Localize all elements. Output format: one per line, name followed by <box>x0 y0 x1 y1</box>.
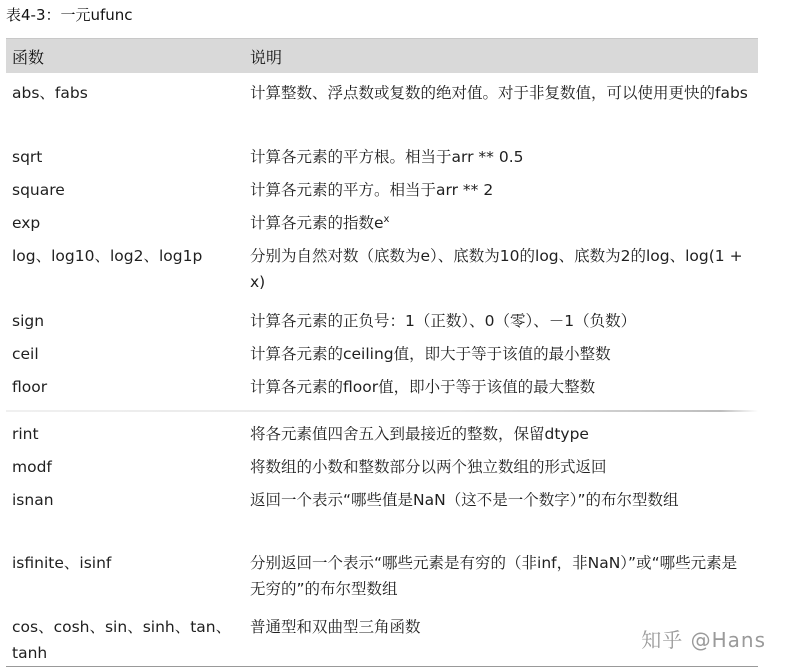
function-name: square <box>12 181 65 199</box>
table-row <box>6 374 758 400</box>
function-name: log、log10、log2、log1p <box>12 247 203 265</box>
table-row <box>6 308 758 334</box>
function-description: 普通型和双曲型三角函数 <box>250 618 421 636</box>
header-function: 函数 <box>12 47 45 67</box>
function-description: 计算各元素的平方根。相当于arr ** 0.5 <box>250 148 524 166</box>
function-name: floor <box>12 378 48 396</box>
watermark: 知乎 @Hans <box>641 628 766 652</box>
table-caption: 表4-3：一元ufunc <box>6 6 133 24</box>
table-row <box>6 243 758 295</box>
function-description: 分别为自然对数（底数为e）、底数为10的log、底数为2的log、log(1 + x) <box>250 247 743 291</box>
table-row <box>6 144 758 170</box>
function-description: 返回一个表示“哪些值是NaN（这不是一个数字）”的布尔型数组 <box>250 491 679 509</box>
table-bottom-border <box>6 666 758 667</box>
function-name: isnan <box>12 491 54 509</box>
table-row <box>6 421 758 447</box>
table-row <box>6 80 758 106</box>
function-description <box>244 210 758 236</box>
section-divider <box>6 410 758 412</box>
header-description: 说明 <box>250 47 283 67</box>
table-header <box>6 38 758 73</box>
function-name: isfinite、isinf <box>12 554 112 572</box>
function-name: cos、cosh、sin、sinh、tan、tanh <box>12 618 232 662</box>
table-row <box>6 177 758 203</box>
function-name: rint <box>12 425 39 443</box>
function-description: 计算各元素的平方。相当于arr ** 2 <box>250 181 494 199</box>
function-description: 计算各元素的ceiling值，即大于等于该值的最小整数 <box>250 345 611 363</box>
description-text: 计算各元素的指数e <box>250 214 384 232</box>
function-description: 将各元素值四舍五入到最接近的整数，保留dtype <box>250 425 589 443</box>
function-name: sqrt <box>12 148 43 166</box>
function-description: 计算各元素的正负号：1（正数）、0（零）、－1（负数） <box>250 312 637 330</box>
function-name: exp <box>12 214 41 232</box>
function-name: modf <box>12 458 52 476</box>
table-row <box>6 341 758 367</box>
table-row <box>6 550 758 602</box>
function-description: 分别返回一个表示“哪些元素是有穷的（非inf，非NaN）”或“哪些元素是无穷的”的布尔型数组 <box>250 554 738 598</box>
function-name: abs、fabs <box>12 84 88 102</box>
function-description: 计算整数、浮点数或复数的绝对值。对于非复数值，可以使用更快的fabs <box>250 84 748 102</box>
function-name: ceil <box>12 345 39 363</box>
function-description: 计算各元素的floor值，即小于等于该值的最大整数 <box>250 378 596 396</box>
function-name: sign <box>12 312 45 330</box>
superscript-x: x <box>383 213 390 225</box>
function-description: 将数组的小数和整数部分以两个独立数组的形式返回 <box>250 458 607 476</box>
table-row <box>6 487 758 513</box>
table-row <box>6 454 758 480</box>
table-row <box>6 210 758 236</box>
